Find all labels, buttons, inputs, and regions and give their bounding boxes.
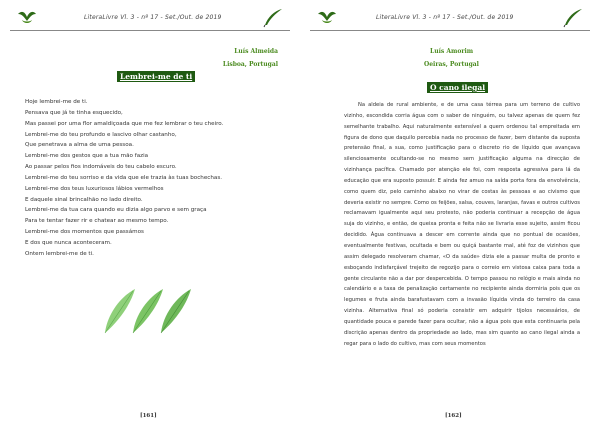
poem-line: Lembrei-me dos gestos que a tua mão fazia	[25, 153, 149, 160]
author-name: Luís Almeida	[234, 48, 278, 55]
poem-line: Lembrei-me dos momentos que passámos	[25, 229, 144, 236]
poem-line: E daquele sinal brincalhão no lado direito.	[25, 196, 143, 203]
poem-line: Lembrei-me do teu profundo e lascivo olhar castanho,	[25, 131, 177, 138]
author-place: Lisboa, Portugal	[222, 61, 278, 68]
page-number: [161]	[140, 413, 157, 419]
poem-line: Lembrei-me dos teus luxuriosos lábios vermelhos	[25, 185, 164, 192]
running-head: LiteraLivre Vl. 3 - nº 17 - Set./Out. de 2019	[376, 14, 514, 21]
page-header	[310, 8, 590, 31]
running-head: LiteraLivre Vl. 3 - nº 17 - Set./Out. de 2019	[84, 14, 222, 21]
poem-line: Para te tentar fazer rir e chatear ao mesmo tempo.	[25, 218, 169, 225]
right-page	[300, 0, 600, 424]
poem-line: Ao passar pelos fios indomáveis do teu cabelo escuro.	[25, 164, 177, 171]
bird-icon	[16, 8, 38, 28]
story-paragraph: Na aldeia de rural ambiente, e de uma casa térrea para um terreno de cultivo vizinho, escondida corria água com o saber de ninguém, ou talvez apenas de quem fez semelhante trabalho. Aqui naturalmente extensível a quem ordenou tal empreitada em figura de dono que daquilo percebia nada no processo de fazer, bem distante da suposta pretensão final, a sua, como justificação para o discreto rio de líquido que avançava silenciosamente ocultando-se no mesmo sem justificação alguma na direcção de vizinhança pacífica. Chamado por atenção ele foi, com resposta agressiva para lá da educação que era suposto possuir. E ainda fez amuo na saída porta fora da envolvência, como quem diz, pelo caminho abaixo no virar de costas às pessoas e ao civismo que deveria existir no sempre. Como os feijões, salsa, couves, laranjas, favas e outros cultivos reclamavam igualmente aqui seu protesto, não poderia continuar a recepção de água suja do vizinho, e então, de queixa pronta e feita não se livraria esse sujeito, assim ficou decidido. Água continuava a descer em corrente ainda que no pontual de ocasiões, eventualmente festivas, ocultada e bem ou quiçá bastante mal, até foz de vizinhos que assim delegado resolveram chamar, «O da saúde» dizia ele a passar multa de pronto e esboçando indisfarçável trejeito de regozijo para o correio em vistosa caixa para toda a gente circulante não a dar por despercebida. O tempo passou no relógio e mais ainda no calendário e a taxa de penalização certamente no recipiente ainda dormiria pois que os legumes e fruta ainda barafustavam com a invasão líquida vinda do terreiro da casa vizinha. Alternativa final só poderia consistir em adquirir tijolos necessários, de quantidade pouca e parede fazer para ocultar, não a água pois que esta continuaria pela discrição apenas dentro da propriedade ao lado, mas sim quanto ao cano ilegal ainda a regar para o lado do cultivo, mas com seus momentos	[344, 102, 580, 347]
page-header	[10, 8, 290, 31]
quill-pen-icon	[562, 8, 584, 28]
poem-title: Lembrei-me de ti	[117, 71, 195, 82]
poem-line: Que penetrava a alma de uma pessoa.	[25, 142, 134, 149]
poem-line: Lembrei-me do teu sorriso e da vida que ele trazia às tuas bochechas.	[25, 174, 223, 181]
poem-body	[25, 97, 223, 260]
poem-line: Hoje lembrei-me de ti.	[25, 99, 88, 105]
poem-line: Lembrei-me da tua cara quando eu dizia algo parvo e sem graça	[25, 207, 207, 214]
author-name: Luís Amorim	[430, 48, 474, 55]
poem-line: Mas passei por uma flor amaldiçoada que me fez lembrar o teu cheiro.	[25, 120, 224, 127]
quill-pen-icon	[262, 8, 284, 28]
poem-line: Ontem lembrei-me de ti.	[25, 250, 94, 257]
author-place: Oeiras, Portugal	[424, 61, 479, 68]
page-number: [162]	[445, 413, 462, 419]
green-leaves-icon	[95, 285, 205, 335]
bird-icon	[316, 8, 338, 28]
poem-line: E dos que nunca aconteceram.	[25, 239, 112, 246]
story-title: O cano ilegal	[427, 82, 488, 93]
poem-line: Pensava que já te tinha esquecido,	[25, 109, 123, 116]
